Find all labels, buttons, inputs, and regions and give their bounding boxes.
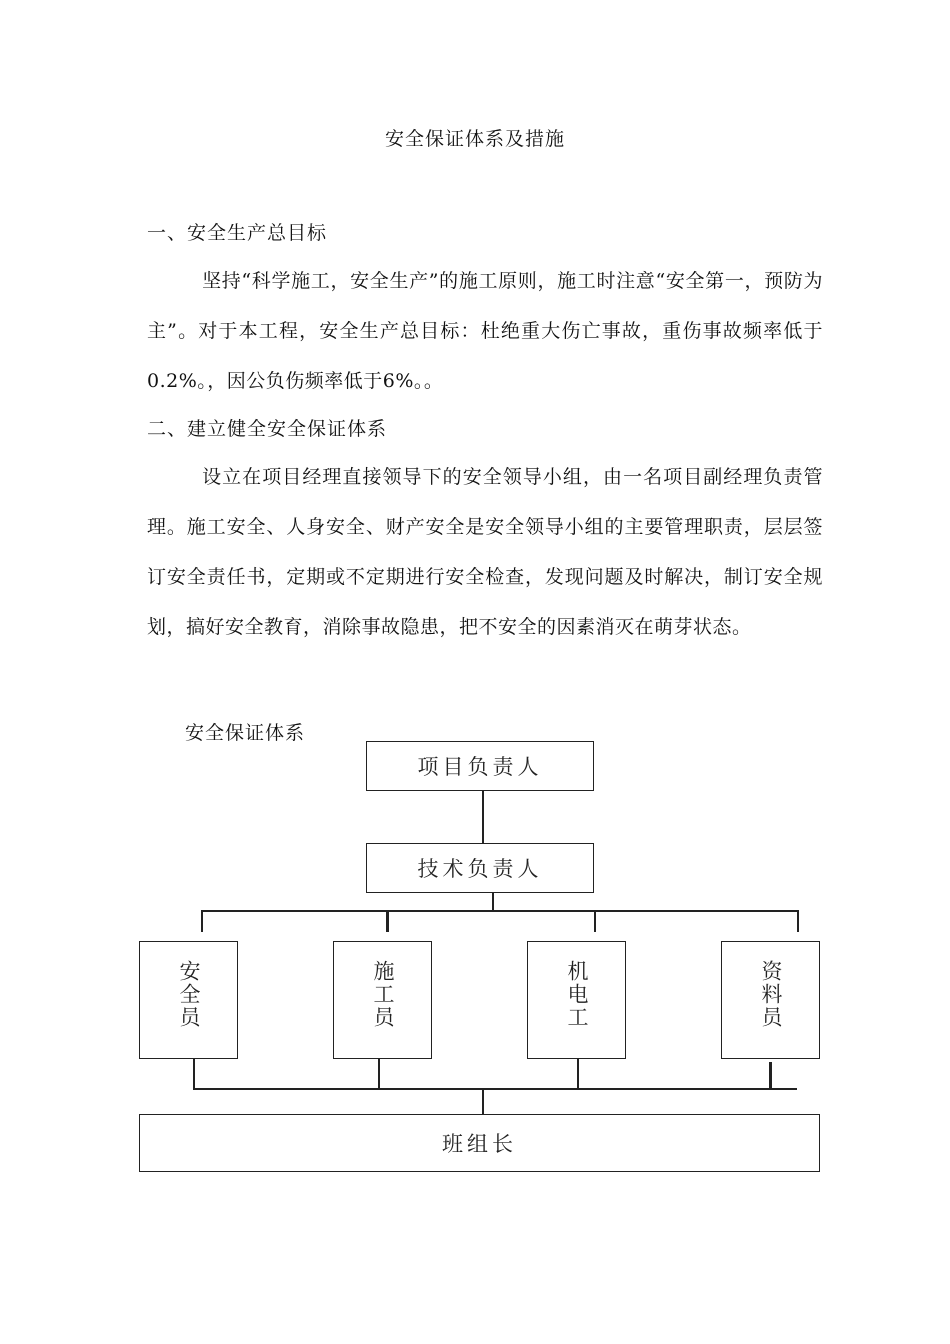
org-node-project-lead-label: 项目负责人 <box>417 755 543 779</box>
connector-line <box>482 791 484 843</box>
connector-line <box>193 1059 195 1089</box>
document-title: 安全保证体系及措施 <box>384 128 565 150</box>
org-node-tech-lead <box>366 843 594 893</box>
connector-line <box>577 1059 579 1089</box>
section2-paragraph: 设立在项目经理直接领导下的安全领导小组，由一名项目副经理负责管理。施工安全、人身安全、财产安全是安全领导小组的主要管理职责，层层签订安全责任书，定期或不定期进行安全检查，发现问题及时解决，制订安全规划，搞好安全教育，消除事故隐患，把不安全的因素消灭在萌芽状态。 <box>147 466 823 638</box>
org-node-safety-officer-label: 安全员 <box>177 960 201 1029</box>
org-node-tech-lead-label: 技术负责人 <box>417 857 543 881</box>
org-node-construction-officer <box>333 941 432 1059</box>
org-node-team-leader-label: 班组长 <box>442 1132 517 1156</box>
connector-line <box>201 910 203 932</box>
connector-line <box>193 1088 797 1090</box>
connector-line <box>386 910 389 932</box>
connector-line <box>797 910 799 932</box>
connector-line <box>482 1088 484 1114</box>
connector-line <box>769 1062 772 1089</box>
section1-paragraph: 坚持“科学施工，安全生产”的施工原则，施工时注意“安全第一，预防为主”。对于本工程，安全生产总目标：杜绝重大伤亡事故，重伤事故频率低于0.2%。，因公负伤频率低于6%。。 <box>147 270 823 392</box>
connector-line <box>378 1059 380 1089</box>
org-node-safety-officer <box>139 941 238 1059</box>
org-node-electromechanic <box>527 941 626 1059</box>
section1-heading: 一、安全生产总目标 <box>147 222 328 244</box>
org-node-project-lead <box>366 741 594 791</box>
org-node-electromechanic-label: 机电工 <box>565 960 589 1029</box>
org-node-documentation-officer <box>721 941 820 1059</box>
org-node-documentation-officer-label: 资料员 <box>759 960 783 1029</box>
connector-line <box>201 910 798 912</box>
org-node-team-leader <box>139 1114 820 1172</box>
org-node-construction-officer-label: 施工员 <box>371 960 395 1029</box>
org-chart-caption: 安全保证体系 <box>185 722 306 744</box>
connector-line <box>492 893 494 911</box>
section2-heading: 二、建立健全安全保证体系 <box>147 418 388 440</box>
connector-line <box>594 910 596 932</box>
